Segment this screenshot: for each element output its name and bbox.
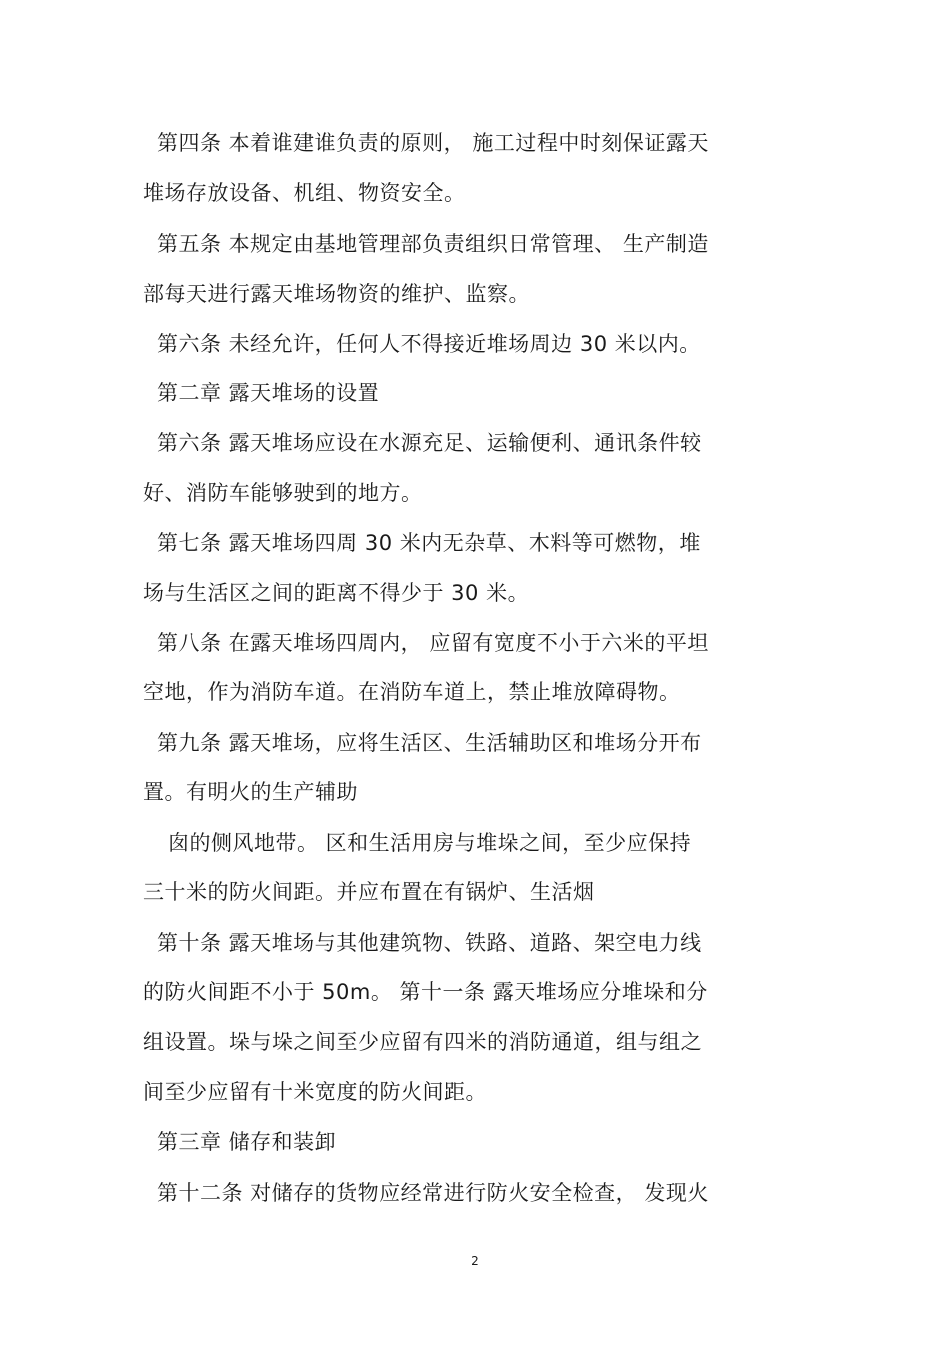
text-line: 好、消防车能够驶到的地方。 (143, 481, 423, 505)
text-line: 空地，作为消防车道。在消防车道上，禁止堆放障碍物。 (143, 680, 681, 704)
text-line: 第八条 在露天堆场四周内， 应留有宽度不小于六米的平坦 (157, 631, 709, 655)
text-line: 囱的侧风地带。 区和生活用房与堆垛之间，至少应保持 (168, 831, 692, 855)
text-line: 第六条 露天堆场应设在水源充足、运输便利、通讯条件较 (157, 431, 702, 455)
text-line: 置。有明火的生产辅助 (143, 780, 358, 804)
text-line: 间至少应留有十米宽度的防火间距。 (143, 1080, 487, 1104)
chapter-heading: 第二章 露天堆场的设置 (157, 381, 380, 405)
text-line: 部每天进行露天堆场物资的维护、监察。 (143, 282, 530, 306)
text-line: 第十条 露天堆场与其他建筑物、铁路、道路、架空电力线 (157, 931, 702, 955)
text-line: 的防火间距不小于 50m。 第十一条 露天堆场应分堆垛和分 (143, 980, 708, 1004)
chapter-heading: 第三章 储存和装卸 (157, 1130, 337, 1154)
text-line: 场与生活区之间的距离不得少于 30 米。 (143, 581, 530, 605)
text-line: 第九条 露天堆场，应将生活区、生活辅助区和堆场分开布 (157, 731, 702, 755)
text-line: 第十二条 对储存的货物应经常进行防火安全检查， 发现火 (157, 1181, 709, 1205)
text-line: 组设置。垛与垛之间至少应留有四米的消防通道，组与组之 (143, 1030, 702, 1054)
text-line: 第六条 未经允许，任何人不得接近堆场周边 30 米以内。 (157, 332, 701, 356)
text-line: 三十米的防火间距。并应布置在有锅炉、生活烟 (143, 880, 595, 904)
page-number: 2 (471, 1254, 479, 1268)
text-line: 第七条 露天堆场四周 30 米内无杂草、木料等可燃物，堆 (157, 531, 701, 555)
text-line: 第四条 本着谁建谁负责的原则， 施工过程中时刻保证露天 (157, 131, 709, 155)
text-line: 第五条 本规定由基地管理部负责组织日常管理、 生产制造 (157, 232, 709, 256)
text-line: 堆场存放设备、机组、物资安全。 (143, 181, 466, 205)
